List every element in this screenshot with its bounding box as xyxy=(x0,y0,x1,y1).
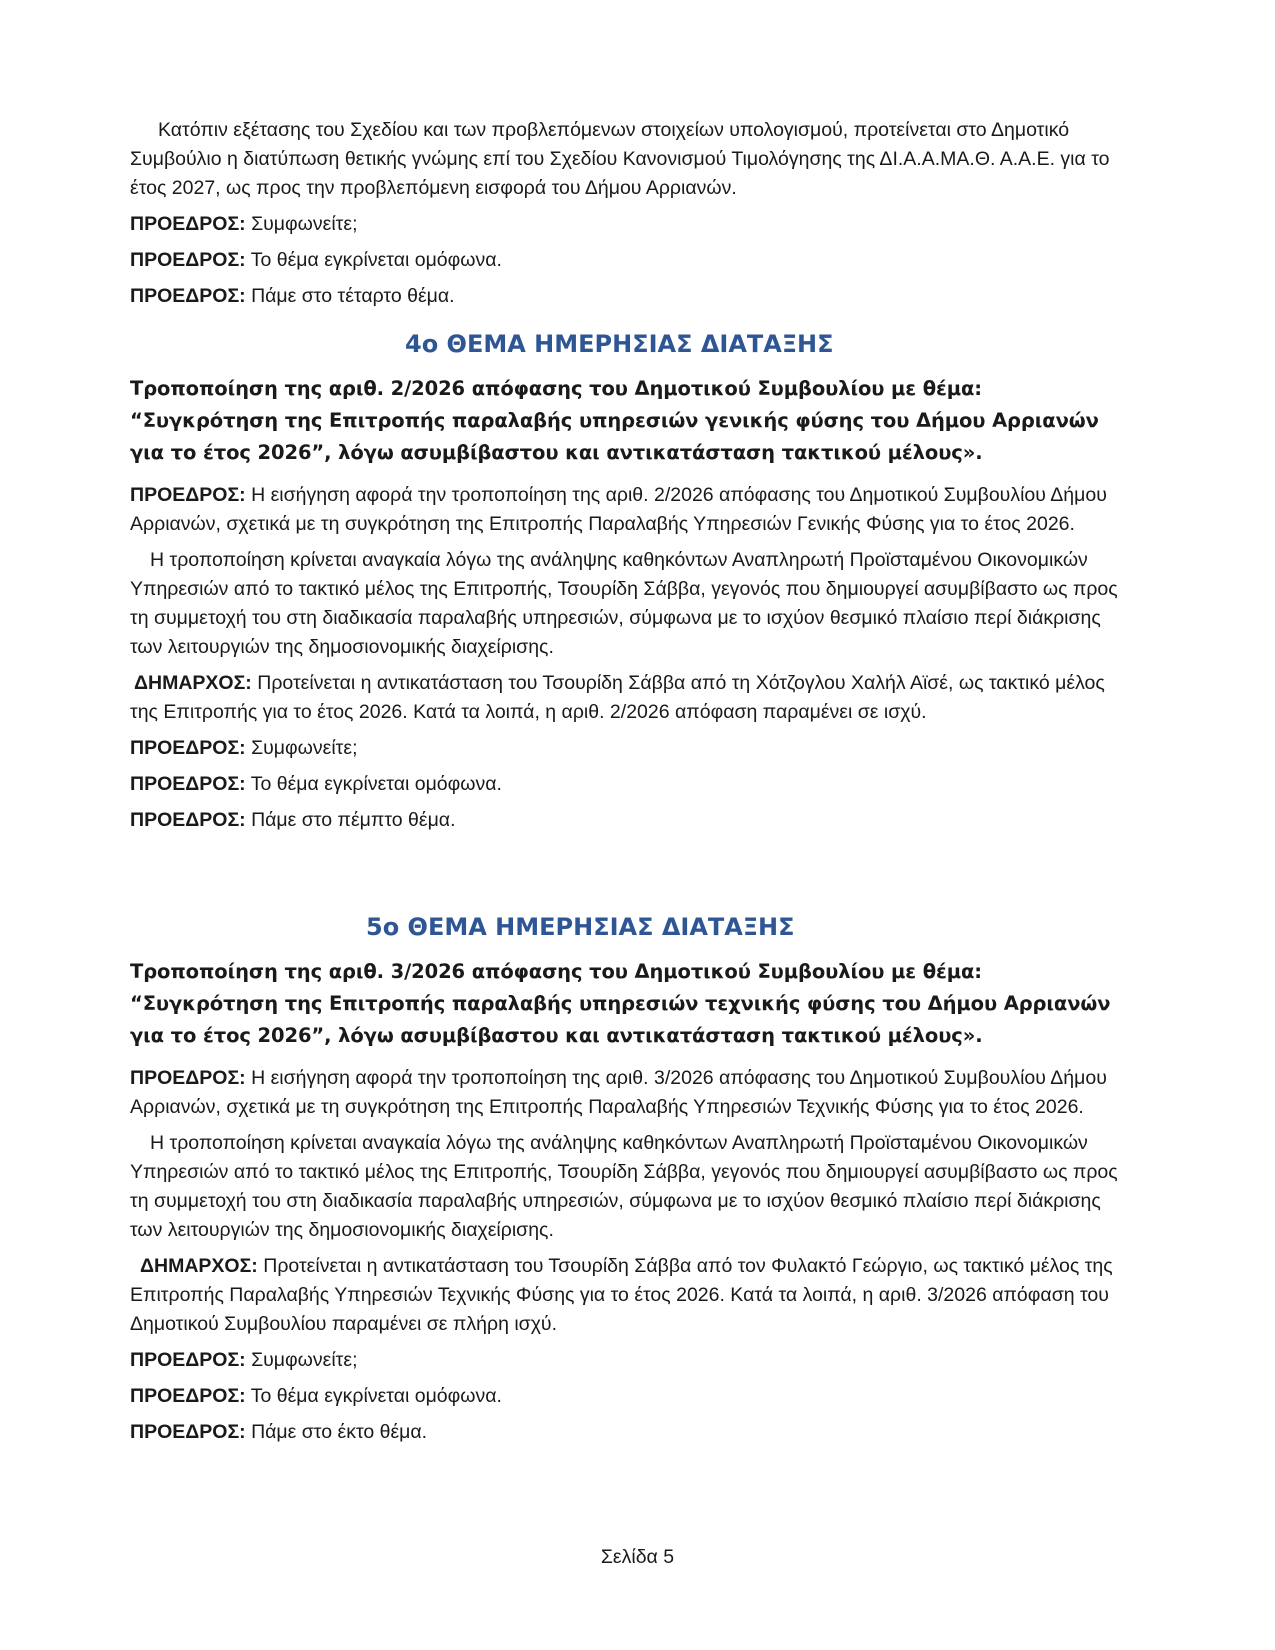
dialogue-line xyxy=(130,770,1130,799)
speaker-label: ΠΡΟΕΔΡΟΣ: xyxy=(130,737,246,759)
speaker-label: ΠΡΟΕΔΡΟΣ: xyxy=(130,213,246,235)
dialogue-line xyxy=(130,246,1130,275)
topic-4-justification: Η τροποποίηση κρίνεται αναγκαία λόγω της ανάληψης καθηκόντων Αναπληρωτή Προϊσταμένου Οικονομικών Υπηρεσιών από το τακτικό μέλος της Επιτροπής, Τσουρίδη Σάββα, γεγονός που δημιουργεί ασυμβίβαστο ως προς τη συμμετοχή του στη διαδικασία παραλαβής υπηρεσιών, σύμφωνα με το ισχύον θεσμικό πλαίσιο περί διάκρισης των λειτουργιών της δημοσιονομικής διαχείρισης. xyxy=(130,549,1118,658)
topic-5-heading: 5ο ΘΕΜΑ ΗΜΕΡΗΣΙΑΣ ΔΙΑΤΑΞΗΣ xyxy=(366,913,795,941)
topic-5-proposal xyxy=(130,1064,1130,1122)
paragraph-text: Η εισήγηση αφορά την τροποποίηση της αριθ. 3/2026 απόφασης του Δημοτικού Συμβουλίου Δήμου Αρριανών, σχετικά με τη συγκρότηση της Επιτροπής Παραλαβής Υπηρεσιών Τεχνικής Φύσης για το έτος 2026. xyxy=(130,1067,1107,1118)
dialogue-line xyxy=(130,806,1130,835)
topic-5-justification: Η τροποποίηση κρίνεται αναγκαία λόγω της ανάληψης καθηκόντων Αναπληρωτή Προϊσταμένου Οικονομικών Υπηρεσιών από το τακτικό μέλος της Επιτροπής, Τσουρίδη Σάββα, γεγονός που δημιουργεί ασυμβίβαστο ως προς τη συμμετοχή του στη διαδικασία παραλαβής υπηρεσιών, σύμφωνα με το ισχύον θεσμικό πλαίσιο περί διάκρισης των λειτουργιών της δημοσιονομικής διαχείρισης. xyxy=(130,1132,1118,1241)
speaker-label: ΠΡΟΕΔΡΟΣ: xyxy=(130,1067,246,1089)
paragraph-text: Η εισήγηση αφορά την τροποποίηση της αριθ. 2/2026 απόφασης του Δημοτικού Συμβουλίου Δήμου Αρριανών, σχετικά με τη συγκρότηση της Επιτροπής Παραλαβής Υπηρεσιών Γενικής Φύσης για το έτος 2026. xyxy=(130,484,1107,535)
dialogue-text: Το θέμα εγκρίνεται ομόφωνα. xyxy=(245,1385,502,1407)
speaker-label: ΠΡΟΕΔΡΟΣ: xyxy=(130,1421,246,1443)
dialogue-text: Πάμε στο πέμπτο θέμα. xyxy=(245,809,456,831)
dialogue-text: Συμφωνείτε; xyxy=(245,737,358,759)
dialogue-line xyxy=(130,210,1130,239)
paragraph-text: Προτείνεται η αντικατάσταση του Τσουρίδη Σάββα από τη Χότζογλου Χαλήλ Αϊσέ, ως τακτικό μέλος της Επιτροπής για το έτος 2026. Κατά τα λοιπά, η αριθ. 2/2026 απόφαση παραμένει σε ισχύ. xyxy=(130,672,1105,723)
topic-4-subject: Τροποποίηση της αριθ. 2/2026 απόφασης του Δημοτικού Συμβουλίου με θέμα: “Συγκρότηση της Επιτροπής παραλαβής υπηρεσιών γενικής φύσης του Δήμου Αρριανών για το έτος 2026”, λόγω ασυμβίβαστου και αντικατάσταση τακτικού μέλους». xyxy=(130,377,1099,464)
dialogue-text: Το θέμα εγκρίνεται ομόφωνα. xyxy=(245,773,502,795)
speaker-label: ΠΡΟΕΔΡΟΣ: xyxy=(130,1385,246,1407)
speaker-label: ΠΡΟΕΔΡΟΣ: xyxy=(130,249,246,271)
speaker-label: ΠΡΟΕΔΡΟΣ: xyxy=(130,484,246,506)
topic-5-mayor-proposal xyxy=(130,1252,1130,1339)
dialogue-line xyxy=(130,1382,1130,1411)
dialogue-text: Συμφωνείτε; xyxy=(245,213,358,235)
speaker-label: ΔΗΜΑΡΧΟΣ: xyxy=(140,1255,258,1277)
intro-paragraph: Κατόπιν εξέτασης του Σχεδίου και των προβλεπόμενων στοιχείων υπολογισμού, προτείνεται στο Δημοτικό Συμβούλιο η διατύπωση θετικής γνώμης επί του Σχεδίου Κανονισμού Τιμολόγησης της ΔΙ.Α.Α.ΜΑ.Θ. Α.Α.Ε. για το έτος 2027, ως προς την προβλεπόμενη εισφορά του Δήμου Αρριανών. xyxy=(130,119,1110,199)
dialogue-text: Πάμε στο τέταρτο θέμα. xyxy=(245,285,455,307)
dialogue-text: Το θέμα εγκρίνεται ομόφωνα. xyxy=(245,249,502,271)
paragraph-text: Προτείνεται η αντικατάσταση του Τσουρίδη Σάββα από τον Φυλακτό Γεώργιο, ως τακτικό μέλος της Επιτροπής Παραλαβής Υπηρεσιών Τεχνικής Φύσης για το έτος 2026. Κατά τα λοιπά, η αριθ. 3/2026 απόφαση του Δημοτικού Συμβουλίου παραμένει σε πλήρη ισχύ. xyxy=(130,1255,1113,1335)
topic-5-subject: Τροποποίηση της αριθ. 3/2026 απόφασης του Δημοτικού Συμβουλίου με θέμα: “Συγκρότηση της Επιτροπής παραλαβής υπηρεσιών τεχνικής φύσης του Δήμου Αρριανών για το έτος 2026”, λόγω ασυμβίβαστου και αντικατάσταση τακτικού μέλους». xyxy=(130,960,1111,1047)
speaker-label: ΠΡΟΕΔΡΟΣ: xyxy=(130,285,246,307)
speaker-label: ΔΗΜΑΡΧΟΣ: xyxy=(134,672,252,694)
topic-4-proposal xyxy=(130,481,1130,539)
speaker-label: ΠΡΟΕΔΡΟΣ: xyxy=(130,1349,246,1371)
topic-4-mayor-proposal xyxy=(130,669,1130,727)
dialogue-text: Συμφωνείτε; xyxy=(245,1349,358,1371)
dialogue-line xyxy=(130,734,1130,763)
speaker-label: ΠΡΟΕΔΡΟΣ: xyxy=(130,809,246,831)
dialogue-text: Πάμε στο έκτο θέμα. xyxy=(245,1421,428,1443)
dialogue-line xyxy=(130,1346,1130,1375)
speaker-label: ΠΡΟΕΔΡΟΣ: xyxy=(130,773,246,795)
dialogue-line xyxy=(130,1418,1130,1447)
dialogue-line xyxy=(130,282,1130,311)
topic-4-heading: 4ο ΘΕΜΑ ΗΜΕΡΗΣΙΑΣ ΔΙΑΤΑΞΗΣ xyxy=(405,330,834,358)
page-number: Σελίδα 5 xyxy=(600,1546,675,1568)
section-spacer xyxy=(130,842,1130,894)
